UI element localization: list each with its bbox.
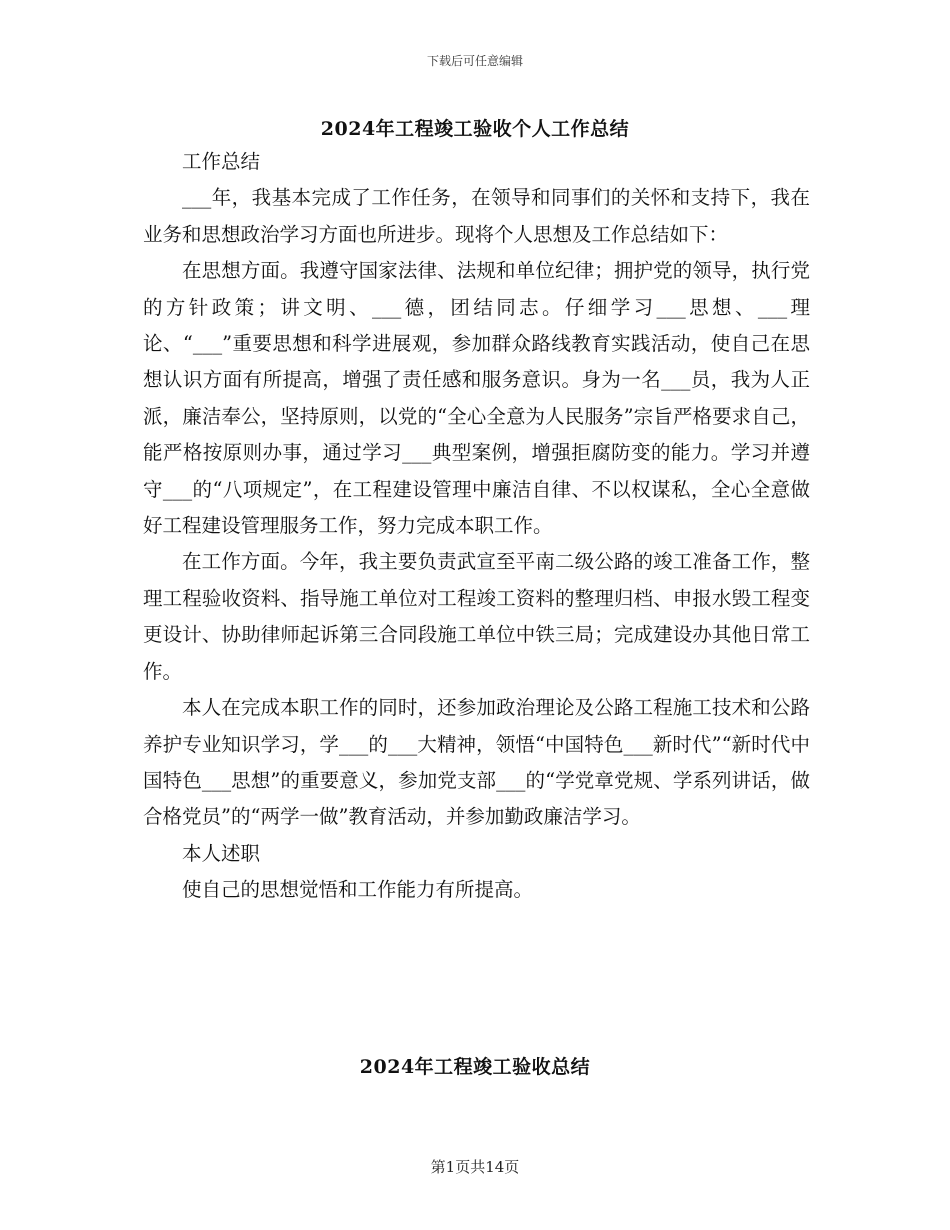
section-heading-summary: 工作总结 [182, 150, 261, 173]
second-document-title: 2024年工程竣工验收总结 [359, 1056, 591, 1078]
section-heading-report: 本人述职 [182, 841, 261, 865]
page-number-footer: 第1页共14页 [430, 1158, 520, 1176]
paragraph-thought: 在思想方面。我遵守国家法律、法规和单位纪律；拥护党的领导，执行党的方针政策；讲文明、___德，团结同志。仔细学习___思想、___理论、“___”重要思想和科学进展观，参加群众路线教育实践活动，使自己在思想认识方面有所提高，增强了责任感和服务意识。身为一名___员，我为人正派，廉洁奉公，坚持原则，以党的“全心全意为人民服务”宗旨严格要求自己，能严格按原则办事，通过学习___典型案例，增强拒腐防变的能力。学习并遵守___的“八项规定”，在工程建设管理中廉洁自律、不以权谋私，全心全意做好工程建设管理服务工作，努力完成本职工作。 [143, 259, 810, 538]
paragraph-intro: ___年，我基本完成了工作任务，在领导和同事们的关怀和支持下，我在业务和思想政治学习方面也所进步。现将个人思想及工作总结如下： [143, 186, 810, 246]
document-title: 2024年工程竣工验收个人工作总结 [320, 118, 630, 140]
paragraph-conclusion: 使自己的思想觉悟和工作能力有所提高。 [182, 878, 534, 902]
document-body [143, 144, 810, 909]
paragraph-work: 在工作方面。今年，我主要负责武宣至平南二级公路的竣工准备工作，整理工程验收资料、指导施工单位对工程竣工资料的整理归档、申报水毁工程变更设计、协助律师起诉第三合同段施工单位中铁三局；完成建设办其他日常工作。 [143, 550, 810, 683]
header-note: 下载后可任意编辑 [426, 54, 523, 68]
paragraph-study: 本人在完成本职工作的同时，还参加政治理论及公路工程施工技术和公路养护专业知识学习，学___的___大精神，领悟“中国特色___新时代”“新时代中国特色___思想”的重要意义，参加党支部___的“学党章党规、学系列讲话，做合格党员”的“两学一做”教育活动，并参加勤政廉洁学习。 [143, 696, 810, 829]
